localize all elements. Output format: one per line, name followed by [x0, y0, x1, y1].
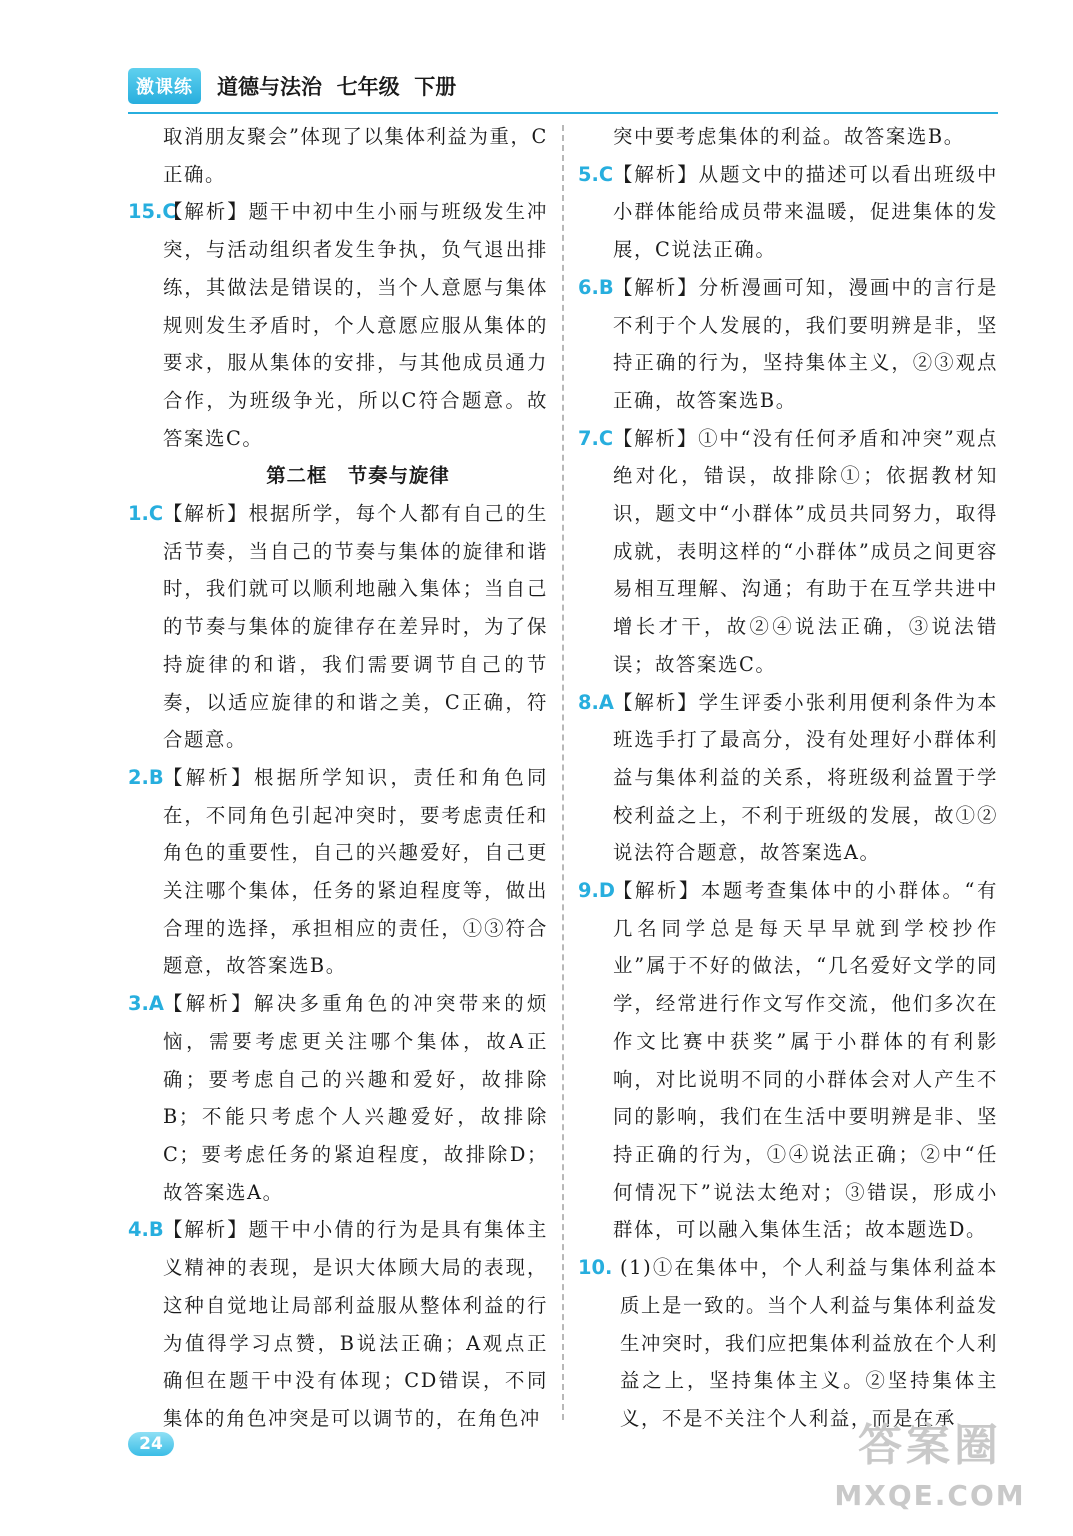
page-number: 24	[128, 1432, 174, 1456]
answer-item-1	[128, 495, 548, 759]
answer-item-2	[128, 759, 548, 985]
answer-text: 【解析】①中“没有任何矛盾和冲突”观点绝对化，错误，故排除①；依据教材知识，题文中“小群体”成员共同努力，取得成就，表明这样的“小群体”成员之间更容易相互理解、沟通；有助于在互学共进中增长才干，故②④说法正确，③说法错误；故答案选C。	[613, 426, 998, 676]
answer-item-8	[578, 684, 998, 873]
continued-answer	[578, 118, 998, 156]
answer-item-10	[578, 1249, 998, 1438]
right-column	[578, 118, 998, 1438]
answer-item-6	[578, 269, 998, 420]
book-title: 道德与法治 七年级 下册	[217, 75, 457, 99]
answer-item-3	[128, 985, 548, 1211]
answer-number: 8.A	[578, 690, 614, 714]
answer-number: 10.	[578, 1256, 613, 1280]
answer-number: 7.C	[578, 426, 614, 450]
answer-item-15	[128, 193, 548, 457]
answer-text: 【解析】从题文中的描述可以看出班级中小群体能给成员带来温暖，促进集体的发展，C说法正确。	[613, 162, 998, 262]
answer-text: 【解析】题干中小倩的行为是具有集体主义精神的表现，是识大体顾大局的表现，这种自觉地让局部利益服从整体利益的行为值得学习点赞，B说法正确；A观点正确但在题干中没有体现；CD错误，不同集体的角色冲突是可以调节的，在角色冲	[163, 1218, 548, 1430]
left-column	[128, 118, 548, 1438]
answer-text: 【解析】根据所学，每个人都有自己的生活节奏，当自己的节奏与集体的旋律和谐时，我们就可以顺利地融入集体；当自己的节奏与集体的旋律存在差异时，为了保持旋律的和谐，我们需要调节自己的节奏，以适应旋律的和谐之美，C正确，符合题意。	[163, 502, 548, 752]
answer-text: 【解析】学生评委小张利用便利条件为本班选手打了最高分，没有处理好小群体利益与集体利益的关系，将班级利益置于学校利益之上，不利于班级的发展，故①②说法符合题意，故答案选A。	[613, 690, 998, 865]
answer-number: 3.A	[128, 992, 164, 1016]
answer-number: 15.C	[128, 200, 177, 224]
answer-text: 【解析】解决多重角色的冲突带来的烦恼，需要考虑更关注哪个集体，故A正确；要考虑自己的兴趣和爱好，故排除B；不能只考虑个人兴趣爱好，故排除C；要考虑任务的紧迫程度，故排除D；故答案选A。	[163, 992, 548, 1204]
answer-text: 【解析】本题考查集体中的小群体。“有几名同学总是每天早早就到学校抄作业”属于不好的做法，“几名爱好文学的同学，经常进行作文写作交流，他们多次在作文比赛中获奖”属于小群体的有利影响，对比说明不同的小群体会对人产生不同的影响，我们在生活中要明辨是非、坚持正确的行为，①④说法正确；②中“任何情况下”说法太绝对；③错误，形成小群体，可以融入集体生活；故本题选D。	[613, 879, 998, 1242]
section-heading: 第二框 节奏与旋律	[266, 464, 450, 488]
answer-text: 【解析】题干中初中生小丽与班级发生冲突，与活动组织者发生争执，负气退出排练，其做法是错误的，当个人意愿与集体规则发生矛盾时，个人意愿应服从集体的要求，服从集体的安排，与其他成员通力合作，为班级争光，所以C符合题意。故答案选C。	[163, 200, 548, 450]
answer-text: (1)①在集体中，个人利益与集体利益本质上是一致的。当个人利益与集体利益发生冲突时，我们应把集体利益放在个人利益之上，坚持集体主义。②坚持集体主义，不是不关注个人利益，而是在承	[620, 1256, 998, 1430]
page-header	[128, 68, 456, 104]
answer-text: 【解析】根据所学知识，责任和角色同在，不同角色引起冲突时，要考虑责任和角色的重要性，自己的兴趣爱好，自己更关注哪个集体，任务的紧迫程度等，做出合理的选择，承担相应的责任，①③符合题意，故答案选B。	[163, 765, 548, 978]
answer-number: 4.B	[128, 1218, 164, 1242]
answer-number: 2.B	[128, 765, 164, 789]
answer-number: 6.B	[578, 275, 614, 299]
answer-number: 1.C	[128, 502, 164, 526]
answer-item-5	[578, 156, 998, 269]
header-rule	[128, 112, 998, 114]
answer-text: 取消朋友聚会”体现了以集体利益为重，C正确。	[163, 125, 548, 186]
watermark-url: MXQE.COM	[834, 1479, 1026, 1512]
answer-number: 9.D	[578, 879, 615, 903]
answer-number: 5.C	[578, 162, 614, 186]
answer-text: 【解析】分析漫画可知，漫画中的言行是不利于个人发展的，我们要明辨是非，坚持正确的行为，坚持集体主义，②③观点正确，故答案选B。	[613, 275, 998, 412]
answer-item-9	[578, 872, 998, 1249]
answer-text: 突中要考虑集体的利益。故答案选B。	[613, 125, 965, 148]
answer-item-4	[128, 1211, 548, 1437]
series-logo: 激课练	[128, 68, 201, 104]
column-divider	[562, 125, 564, 1420]
site-watermark	[805, 1416, 1055, 1526]
watermark-logo: 答案圈	[858, 1420, 1002, 1471]
answer-item-7	[578, 420, 998, 684]
continued-answer	[128, 118, 548, 193]
